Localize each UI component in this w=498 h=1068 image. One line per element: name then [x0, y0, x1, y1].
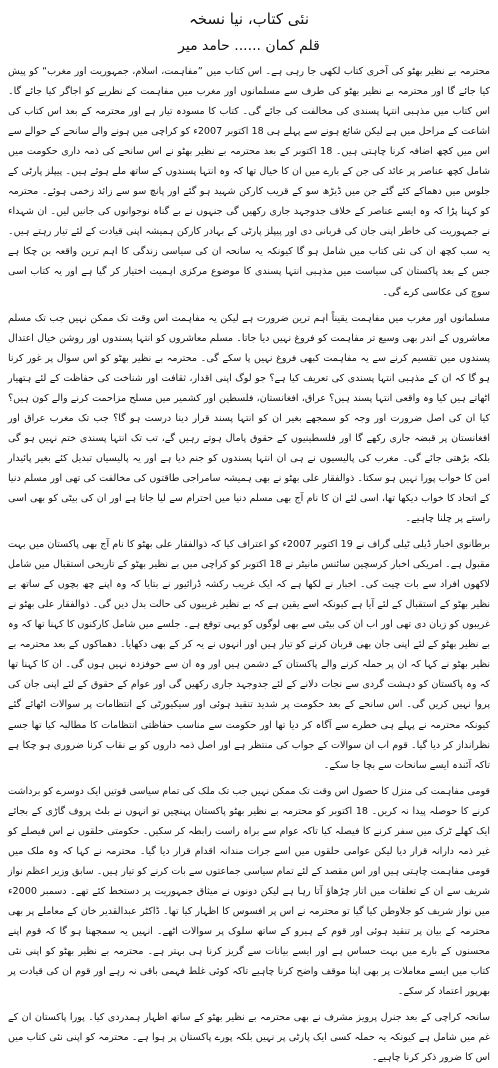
article-paragraph-4: قومی مفاہمت کی منزل کا حصول اس وقت تک ممکن نہیں جب تک ملک کی تمام سیاسی قوتیں ایک دوسرے کو برداشت کرنے کا حوصلہ پیدا نہ کریں۔ 18 اکتوبر کو محترمہ بے نظیر بھٹو پاکستان پہنچیں تو انہوں نے بلٹ پروف گاڑی کے بجائے ایک کھلے ٹرک میں سفر کرنے کا فیصلہ کیا تاکہ عوام سے براہ راست رابطہ کر سکیں۔ حکومتی حلقوں نے اس فیصلے کو غیر ذمہ دارانہ قرار دیا لیکن عوامی حلقوں میں اسے جرات مندانہ اقدام قرار دیا گیا۔ محترمہ نے کہا کہ وہ ملک میں قومی مفاہمت چاہتی ہیں اور اس مقصد کے لئے تمام سیاسی جماعتوں سے بات کرنے کو تیار ہیں۔ سابق وزیر اعظم نواز شریف سے ان کے تعلقات میں اتار چڑھاؤ آتا رہا ہے لیکن دونوں نے میثاق جمہوریت پر دستخط کئے تھے۔ دسمبر 2000ء میں نواز شریف کو جلاوطن کیا گیا تو محترمہ نے اس پر افسوس کا اظہار کیا تھا۔ ڈاکٹر عبدالقدیر خان کے معاملے پر بھی محترمہ کے بیان پر تنقید ہوئی اور قوم کے ہیرو کے ساتھ سلوک پر سوالات اٹھے۔ انہیں یہ سمجھنا ہو گا کہ قوم اپنے محسنوں کے بارے میں بہت حساس ہے اور ایسے بیانات سے گریز کرنا ہی بہتر ہے۔ محترمہ بے نظیر بھٹو کو اپنی نئی کتاب میں ایسے معاملات پر بھی اپنا موقف واضح کرنا چاہیے تاکہ کوئی غلط فہمی باقی نہ رہے اور قوم ان کی قیادت پر بھرپور اعتماد کر سکے۔ — [8, 785, 490, 998]
article-paragraph-3: برطانوی اخبار ڈیلی ٹیلی گراف نے 19 اکتوبر 2007ء کو اعتراف کیا کہ ذوالفقار علی بھٹو کا نام آج بھی پاکستان میں بہت مقبول ہے۔ امریکی اخبار کرسچین سائنس مانیٹر نے 18 اکتوبر کو کراچی میں بے نظیر بھٹو کے تاریخی استقبال میں شامل لاکھوں افراد سے بات چیت کی۔ اخبار نے لکھا ہے کہ ایک غریب رکشہ ڈرائیور نے بتایا کہ وہ اپنے چھ بچوں کے ساتھ بے نظیر بھٹو کے استقبال کے لئے آیا ہے کیونکہ اسے یقین ہے کہ بے نظیر غریبوں کی حالت بدل دیں گی۔ ذوالفقار علی بھٹو نے غریبوں کو زبان دی تھی اور اب ان کی بیٹی سے بھی لوگوں کو یہی توقع ہے۔ جلسے میں شامل کارکنوں کا کہنا تھا کہ وہ بے نظیر بھٹو کے لئے اپنی جان بھی قربان کرنے کو تیار ہیں اور انہوں نے یہ کر کے بھی دکھایا۔ دھماکوں کے بعد محترمہ بے نظیر بھٹو نے کہا کہ ان پر حملہ کرنے والے پاکستان کے دشمن ہیں اور وہ ان سے خوفزدہ نہیں ہوں گی۔ ان کا کہنا تھا کہ وہ پاکستان کو دہشت گردی سے نجات دلانے کے لئے جدوجہد جاری رکھیں گی اور عوام کے حقوق کے لئے اپنی جان کی پروا نہیں کریں گی۔ اس سانحے کے بعد حکومت پر شدید تنقید ہوئی اور سیکیورٹی کے انتظامات پر سوالات اٹھائے گئے کیونکہ محترمہ نے پہلے ہی خطرے سے آگاہ کر دیا تھا اور حکومت سے مناسب حفاظتی انتظامات کا مطالبہ کیا تھا جسے نظرانداز کر دیا گیا۔ قوم اب ان سوالات کے جواب کی منتظر ہے اور اصل ذمہ داروں کو بے نقاب کرنا ضروری ہو چکا ہے تاکہ آئندہ ایسے سانحات سے بچا جا سکے۔ — [8, 539, 490, 771]
article-paragraph-5: سانحہ کراچی کے بعد جنرل پرویز مشرف نے بھی محترمہ بے نظیر بھٹو کے ساتھ اظہار ہمدردی کیا۔ پورا پاکستان ان کے غم میں شامل ہے کیونکہ یہ حملہ کسی ایک پارٹی پر نہیں بلکہ پورے پاکستان پر ہوا ہے۔ محترمہ کو اپنی نئی کتاب میں اس کا ضرور ذکر کرنا چاہیے۔ — [8, 1012, 490, 1064]
article-byline: قلم کمان ...... حامد میر — [178, 38, 320, 54]
article-title: نئی کتاب، نیا نسخہ — [188, 10, 309, 28]
article-paragraph-1: محترمہ بے نظیر بھٹو کی آخری کتاب لکھی جا رہی ہے۔ اس کتاب میں ”مفاہمت، اسلام، جمہوریت اور مغرب“ کو پیش کیا جائے گا اور محترمہ بے نظیر بھٹو کی طرف سے مسلمانوں اور مغرب میں مفاہمت کے نظریے کو اجاگر کیا جائے گا۔ اس کتاب میں مذہبی انتہا پسندی کی مخالفت کی جائے گی۔ کتاب کا مسودہ تیار ہے اور محترمہ کے بعد اس کتاب کی اشاعت کے مراحل میں ہے لیکن شائع ہونے سے پہلے ہی 18 اکتوبر 2007ء کو کراچی میں ہونے والے سانحے کے حوالے سے اس میں کچھ اضافہ کرنا چاہتی ہیں۔ 18 اکتوبر کے بعد محترمہ بے نظیر بھٹو نے اس سانحے کی ذمہ داری حکومت میں شامل کچھ عناصر پر عائد کی جن کے بارے میں ان کا خیال تھا کہ وہ انتہا پسندوں کے ساتھ ملے ہوئے ہیں۔ پیپلز پارٹی کے جلوس میں دھماکے کئے گئے جن میں ڈیڑھ سو کے قریب کارکن شہید ہو گئے اور پانچ سو سے زائد زخمی ہوئے۔ محترمہ کو کہنا پڑا کہ وہ ایسے عناصر کے خلاف جدوجہد جاری رکھیں گی جنہوں نے بے گناہ نوجوانوں کی جانیں لیں۔ ان شہداء نے جمہوریت کی خاطر اپنی جان کی قربانی دی اور پیپلز پارٹی کے بہادر کارکن ہمیشہ اپنی قیادت کے لئے تیار رہتے ہیں۔ یہ سب کچھ ان کی نئی کتاب میں شامل ہو گا کیونکہ یہ سانحہ ان کی سیاسی زندگی کا اہم ترین واقعہ بن چکا ہے جس کے بعد پاکستان کی سیاست میں مذہبی انتہا پسندی کا موضوع مرکزی اہمیت اختیار کر گیا ہے اور یہ کتاب اسی سوچ کی عکاسی کرے گی۔ — [8, 66, 490, 298]
article-paragraph-2: مسلمانوں اور مغرب میں مفاہمت یقیناً اہم ترین ضرورت ہے لیکن یہ مفاہمت اس وقت تک ممکن نہیں جب تک مسلم معاشروں کے اندر بھی وسیع تر مفاہمت کو فروغ نہیں دیا جاتا۔ مسلم معاشروں کو انتہا پسندوں اور روشن خیال اعتدال پسندوں میں تقسیم کرنے سے یہ مفاہمت کبھی فروغ نہیں پا سکے گی۔ محترمہ بے نظیر بھٹو کو اس سوال پر غور کرنا ہو گا کہ ان کے مذہبی انتہا پسندی کی تعریف کیا ہے؟ جو لوگ اپنی اقدار، ثقافت اور شناخت کی حفاظت کے لئے ہتھیار اٹھاتے ہیں کیا وہ واقعی انتہا پسند ہیں؟ عراق، افغانستان، فلسطین اور کشمیر میں مسلح مزاحمت کرنے والے کون ہیں؟ کیا ان کی اصل ضرورت اور وجہ کو سمجھے بغیر ان کو انتہا پسند قرار دینا درست ہو گا؟ جب تک مغرب عراق اور افغانستان پر قبضہ جاری رکھے گا اور فلسطینیوں کے حقوق پامال ہوتے رہیں گے، تب تک انتہا پسندی ختم نہیں ہو گی بلکہ بڑھتی جائے گی۔ مغرب کی پالیسیوں نے ہی ان انتہا پسندوں کو جنم دیا ہے اور یہ پالیسیاں تبدیل کئے بغیر پائیدار امن کا خواب پورا نہیں ہو سکتا۔ ذوالفقار علی بھٹو نے بھی ہمیشہ سامراجی طاقتوں کی مخالفت کی تھی اور مسلم دنیا کے اتحاد کا خواب دیکھا تھا، اسی لئے ان کا نام آج بھی مسلم دنیا میں احترام سے لیا جاتا ہے اور ان کی بیٹی کو بھی اسی راستے پر چلنا چاہیے۔ — [8, 312, 490, 525]
